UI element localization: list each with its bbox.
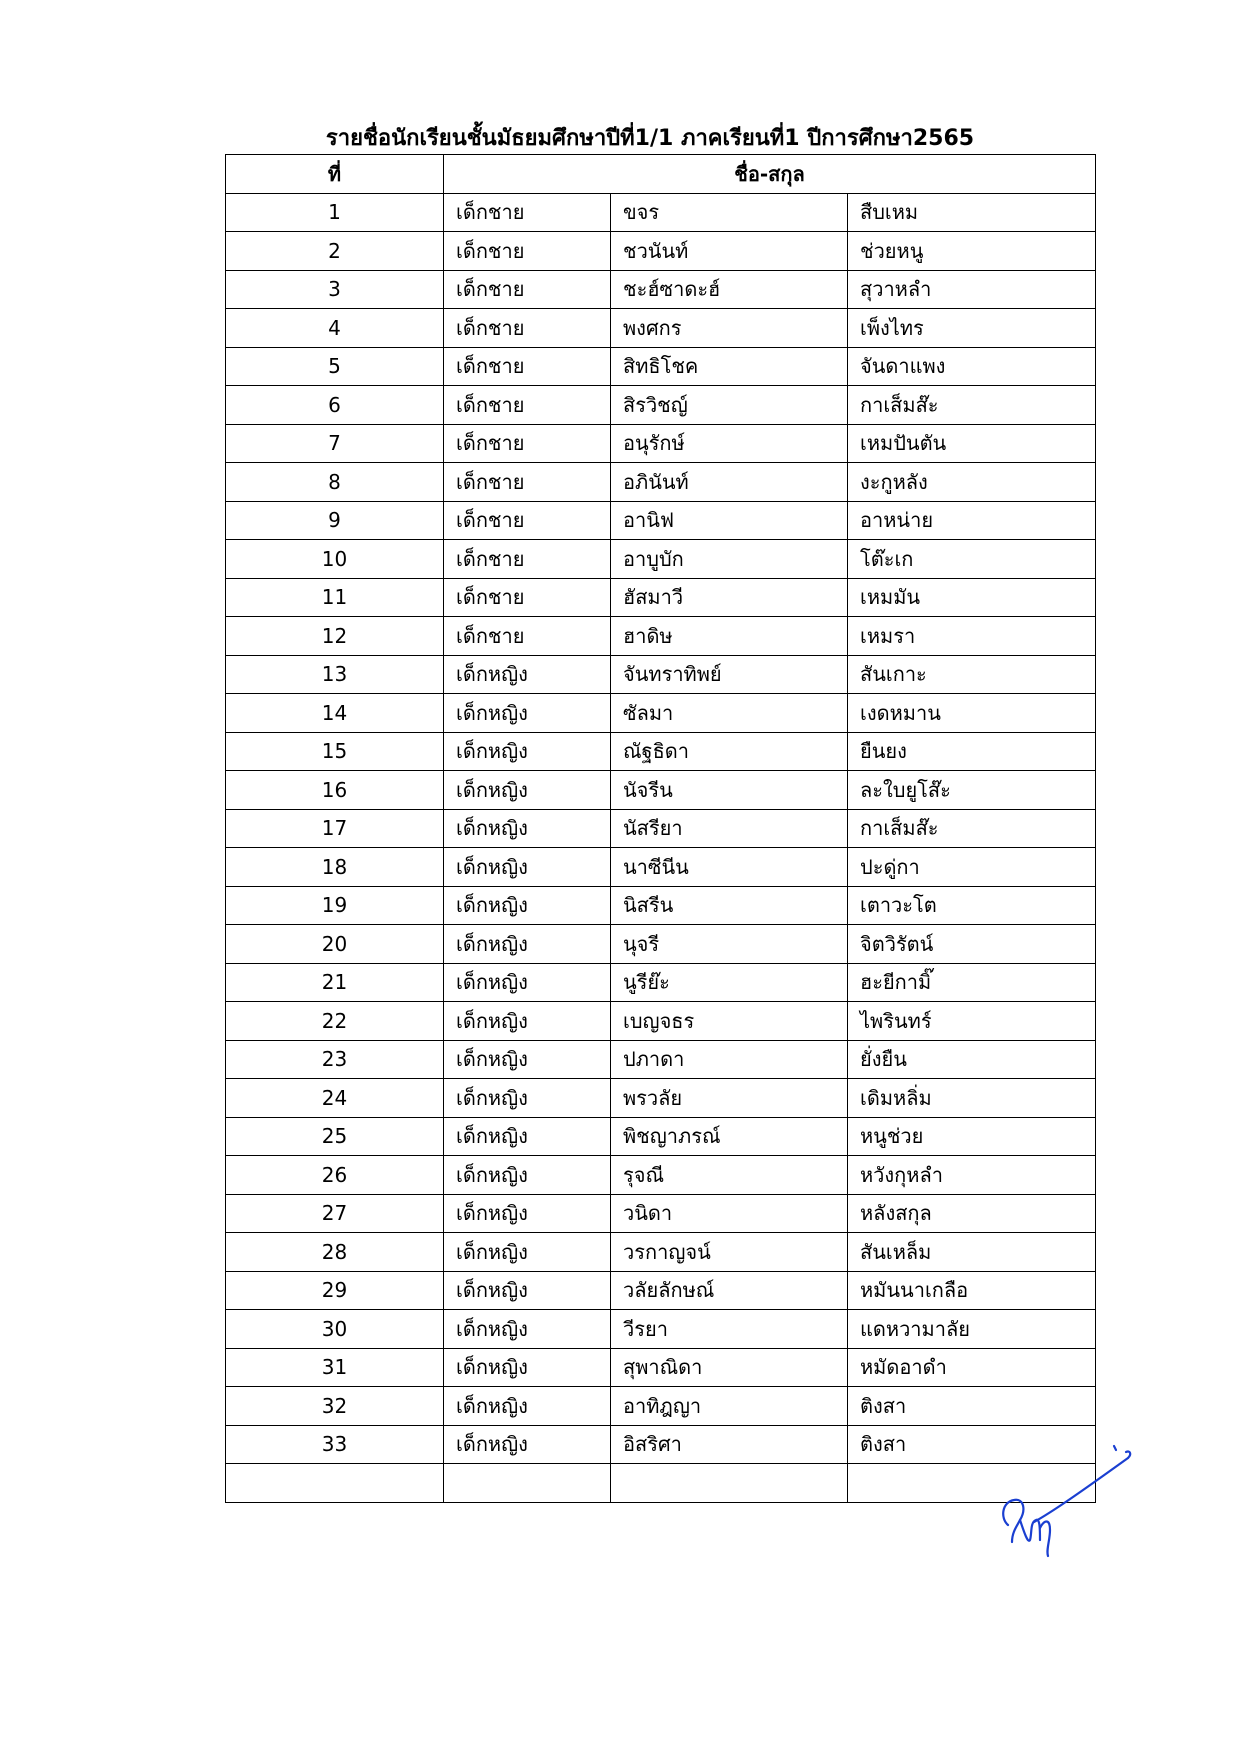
row-last-name: กาเส็มส๊ะ — [848, 809, 1096, 848]
table-row — [226, 540, 1096, 579]
row-last-name: เหมรา — [848, 617, 1096, 656]
row-number: 23 — [226, 1040, 444, 1079]
row-prefix: เด็กชาย — [444, 309, 611, 348]
table-row — [226, 232, 1096, 271]
row-number: 29 — [226, 1271, 444, 1310]
row-number: 4 — [226, 309, 444, 348]
row-first-name: จันทราทิพย์ — [611, 655, 848, 694]
row-last-name: จิตวิรัตน์ — [848, 925, 1096, 964]
row-prefix: เด็กหญิง — [444, 1348, 611, 1387]
row-prefix: เด็กชาย — [444, 270, 611, 309]
row-last-name: หมัดอาดำ — [848, 1348, 1096, 1387]
row-first-name: วีรยา — [611, 1310, 848, 1349]
row-last-name: ช่วยหนู — [848, 232, 1096, 271]
table-row — [226, 771, 1096, 810]
row-number: 3 — [226, 270, 444, 309]
table-row — [226, 386, 1096, 425]
row-prefix: เด็กหญิง — [444, 655, 611, 694]
row-number: 24 — [226, 1079, 444, 1118]
row-first-name: อนุรักษ์ — [611, 424, 848, 463]
row-first-name: ปภาดา — [611, 1040, 848, 1079]
row-first-name: ณัฐธิดา — [611, 732, 848, 771]
row-prefix: เด็กหญิง — [444, 1079, 611, 1118]
row-number: 21 — [226, 963, 444, 1002]
row-last-name: เดิมหลิ่ม — [848, 1079, 1096, 1118]
row-number: 1 — [226, 193, 444, 232]
table-row — [226, 1002, 1096, 1041]
table-row — [226, 1310, 1096, 1349]
table-row — [226, 1194, 1096, 1233]
row-prefix: เด็กชาย — [444, 501, 611, 540]
row-last-name: สันเกาะ — [848, 655, 1096, 694]
row-last-name: ไพรินทร์ — [848, 1002, 1096, 1041]
header-number: ที่ — [226, 155, 444, 194]
row-first-name: เบญจธร — [611, 1002, 848, 1041]
table-row — [226, 1117, 1096, 1156]
student-list-table — [225, 154, 1096, 1503]
row-first-name: นาซีนีน — [611, 848, 848, 887]
row-last-name: โต๊ะเก — [848, 540, 1096, 579]
header-name: ชื่อ-สกุล — [444, 155, 1096, 194]
row-last-name: สืบเหม — [848, 193, 1096, 232]
row-prefix: เด็กหญิง — [444, 1387, 611, 1426]
table-row — [226, 501, 1096, 540]
row-last-name: สุวาหลำ — [848, 270, 1096, 309]
table-row — [226, 309, 1096, 348]
row-prefix: เด็กชาย — [444, 193, 611, 232]
row-number: 17 — [226, 809, 444, 848]
row-prefix: เด็กหญิง — [444, 848, 611, 887]
row-first-name — [611, 1464, 848, 1503]
row-number: 7 — [226, 424, 444, 463]
row-number: 19 — [226, 886, 444, 925]
row-last-name: หวังกุหลำ — [848, 1156, 1096, 1195]
row-number: 28 — [226, 1233, 444, 1272]
row-last-name: เหมมัน — [848, 578, 1096, 617]
table-header-row — [226, 155, 1096, 194]
row-last-name: ติงสา — [848, 1387, 1096, 1426]
row-prefix: เด็กชาย — [444, 463, 611, 502]
row-first-name: ชะฮ์ซาดะฮ์ — [611, 270, 848, 309]
row-last-name: อาหน่าย — [848, 501, 1096, 540]
table-row — [226, 463, 1096, 502]
table-row — [226, 886, 1096, 925]
row-prefix: เด็กชาย — [444, 386, 611, 425]
row-prefix — [444, 1464, 611, 1503]
row-number: 2 — [226, 232, 444, 271]
row-prefix: เด็กชาย — [444, 232, 611, 271]
table-row — [226, 655, 1096, 694]
row-first-name: อาทิฎญา — [611, 1387, 848, 1426]
row-first-name: พงศกร — [611, 309, 848, 348]
row-number: 13 — [226, 655, 444, 694]
row-prefix: เด็กหญิง — [444, 694, 611, 733]
row-last-name: แดหวามาลัย — [848, 1310, 1096, 1349]
row-last-name: ยั่งยืน — [848, 1040, 1096, 1079]
row-prefix: เด็กหญิง — [444, 732, 611, 771]
row-first-name: นุจรี — [611, 925, 848, 964]
row-first-name: พรวลัย — [611, 1079, 848, 1118]
row-last-name: หมันนาเกลือ — [848, 1271, 1096, 1310]
row-first-name: นัจรีน — [611, 771, 848, 810]
row-prefix: เด็กหญิง — [444, 1271, 611, 1310]
row-last-name: สันเหล็ม — [848, 1233, 1096, 1272]
row-last-name: ปะดู่กา — [848, 848, 1096, 887]
row-last-name: ฮะยีกามิ๊ — [848, 963, 1096, 1002]
row-prefix: เด็กหญิง — [444, 1310, 611, 1349]
table-row — [226, 1233, 1096, 1272]
row-first-name: นูรีย๊ะ — [611, 963, 848, 1002]
row-first-name: ฮัสมาวี — [611, 578, 848, 617]
table-row — [226, 193, 1096, 232]
row-prefix: เด็กหญิง — [444, 1117, 611, 1156]
row-number: 18 — [226, 848, 444, 887]
table-row — [226, 347, 1096, 386]
table-row — [226, 1425, 1096, 1464]
row-prefix: เด็กหญิง — [444, 771, 611, 810]
row-last-name: หนูช่วย — [848, 1117, 1096, 1156]
row-prefix: เด็กหญิง — [444, 963, 611, 1002]
row-last-name: เหมปันตัน — [848, 424, 1096, 463]
row-prefix: เด็กหญิง — [444, 925, 611, 964]
row-prefix: เด็กหญิง — [444, 1002, 611, 1041]
table-row — [226, 1040, 1096, 1079]
row-prefix: เด็กหญิง — [444, 1040, 611, 1079]
row-prefix: เด็กชาย — [444, 347, 611, 386]
row-last-name: เตาวะโต — [848, 886, 1096, 925]
row-first-name: สิรวิชญ์ — [611, 386, 848, 425]
row-first-name: วลัยลักษณ์ — [611, 1271, 848, 1310]
row-last-name: งะกูหลัง — [848, 463, 1096, 502]
row-number: 27 — [226, 1194, 444, 1233]
row-number: 16 — [226, 771, 444, 810]
table-row — [226, 270, 1096, 309]
table-row — [226, 963, 1096, 1002]
row-first-name: อภินันท์ — [611, 463, 848, 502]
row-last-name: เพ็งไทร — [848, 309, 1096, 348]
row-prefix: เด็กหญิง — [444, 1156, 611, 1195]
row-prefix: เด็กหญิง — [444, 1194, 611, 1233]
row-number: 10 — [226, 540, 444, 579]
row-last-name: ละใบยูโส๊ะ — [848, 771, 1096, 810]
row-last-name: หลังสกุล — [848, 1194, 1096, 1233]
row-first-name: สุพาณิดา — [611, 1348, 848, 1387]
row-number: 9 — [226, 501, 444, 540]
row-number: 6 — [226, 386, 444, 425]
row-prefix: เด็กหญิง — [444, 809, 611, 848]
row-number: 33 — [226, 1425, 444, 1464]
row-number: 20 — [226, 925, 444, 964]
row-first-name: รุจณี — [611, 1156, 848, 1195]
row-number — [226, 1464, 444, 1503]
row-first-name: ฮาดิษ — [611, 617, 848, 656]
row-number: 12 — [226, 617, 444, 656]
row-number: 11 — [226, 578, 444, 617]
row-prefix: เด็กหญิง — [444, 886, 611, 925]
row-prefix: เด็กชาย — [444, 617, 611, 656]
row-first-name: สิทธิโชค — [611, 347, 848, 386]
table-row — [226, 694, 1096, 733]
row-first-name: พิชญาภรณ์ — [611, 1117, 848, 1156]
table-row — [226, 848, 1096, 887]
row-first-name: วนิดา — [611, 1194, 848, 1233]
signature — [990, 1440, 1140, 1560]
row-first-name: อิสริศา — [611, 1425, 848, 1464]
table-row — [226, 732, 1096, 771]
row-number: 31 — [226, 1348, 444, 1387]
table-row — [226, 1464, 1096, 1503]
table-row — [226, 617, 1096, 656]
table-row — [226, 809, 1096, 848]
row-first-name: ชวนันท์ — [611, 232, 848, 271]
row-number: 14 — [226, 694, 444, 733]
row-first-name: นิสรีน — [611, 886, 848, 925]
row-number: 5 — [226, 347, 444, 386]
row-prefix: เด็กหญิง — [444, 1233, 611, 1272]
row-last-name: ติงสา — [848, 1425, 1096, 1464]
row-number: 30 — [226, 1310, 444, 1349]
table-row — [226, 578, 1096, 617]
table-row — [226, 1387, 1096, 1426]
row-first-name: ซัลมา — [611, 694, 848, 733]
table-row — [226, 1156, 1096, 1195]
row-prefix: เด็กชาย — [444, 540, 611, 579]
row-number: 32 — [226, 1387, 444, 1426]
document-title: รายชื่อนักเรียนชั้นมัธยมศึกษาปีที่1/1 ภาคเรียนที่1 ปีการศึกษา2565 — [325, 126, 975, 151]
row-last-name: เงดหมาน — [848, 694, 1096, 733]
row-number: 22 — [226, 1002, 444, 1041]
row-number: 26 — [226, 1156, 444, 1195]
row-first-name: อาบูบัก — [611, 540, 848, 579]
row-number: 15 — [226, 732, 444, 771]
table-row — [226, 1271, 1096, 1310]
row-first-name: นัสรียา — [611, 809, 848, 848]
row-first-name: อานิฟ — [611, 501, 848, 540]
row-prefix: เด็กชาย — [444, 424, 611, 463]
row-number: 8 — [226, 463, 444, 502]
row-last-name: กาเส็มส๊ะ — [848, 386, 1096, 425]
table-row — [226, 925, 1096, 964]
row-number: 25 — [226, 1117, 444, 1156]
table-row — [226, 1079, 1096, 1118]
row-prefix: เด็กชาย — [444, 578, 611, 617]
row-last-name: จันดาแพง — [848, 347, 1096, 386]
row-last-name: ยืนยง — [848, 732, 1096, 771]
row-first-name: วรกาญจน์ — [611, 1233, 848, 1272]
table-row — [226, 424, 1096, 463]
table-row — [226, 1348, 1096, 1387]
row-first-name: ขจร — [611, 193, 848, 232]
row-prefix: เด็กหญิง — [444, 1425, 611, 1464]
